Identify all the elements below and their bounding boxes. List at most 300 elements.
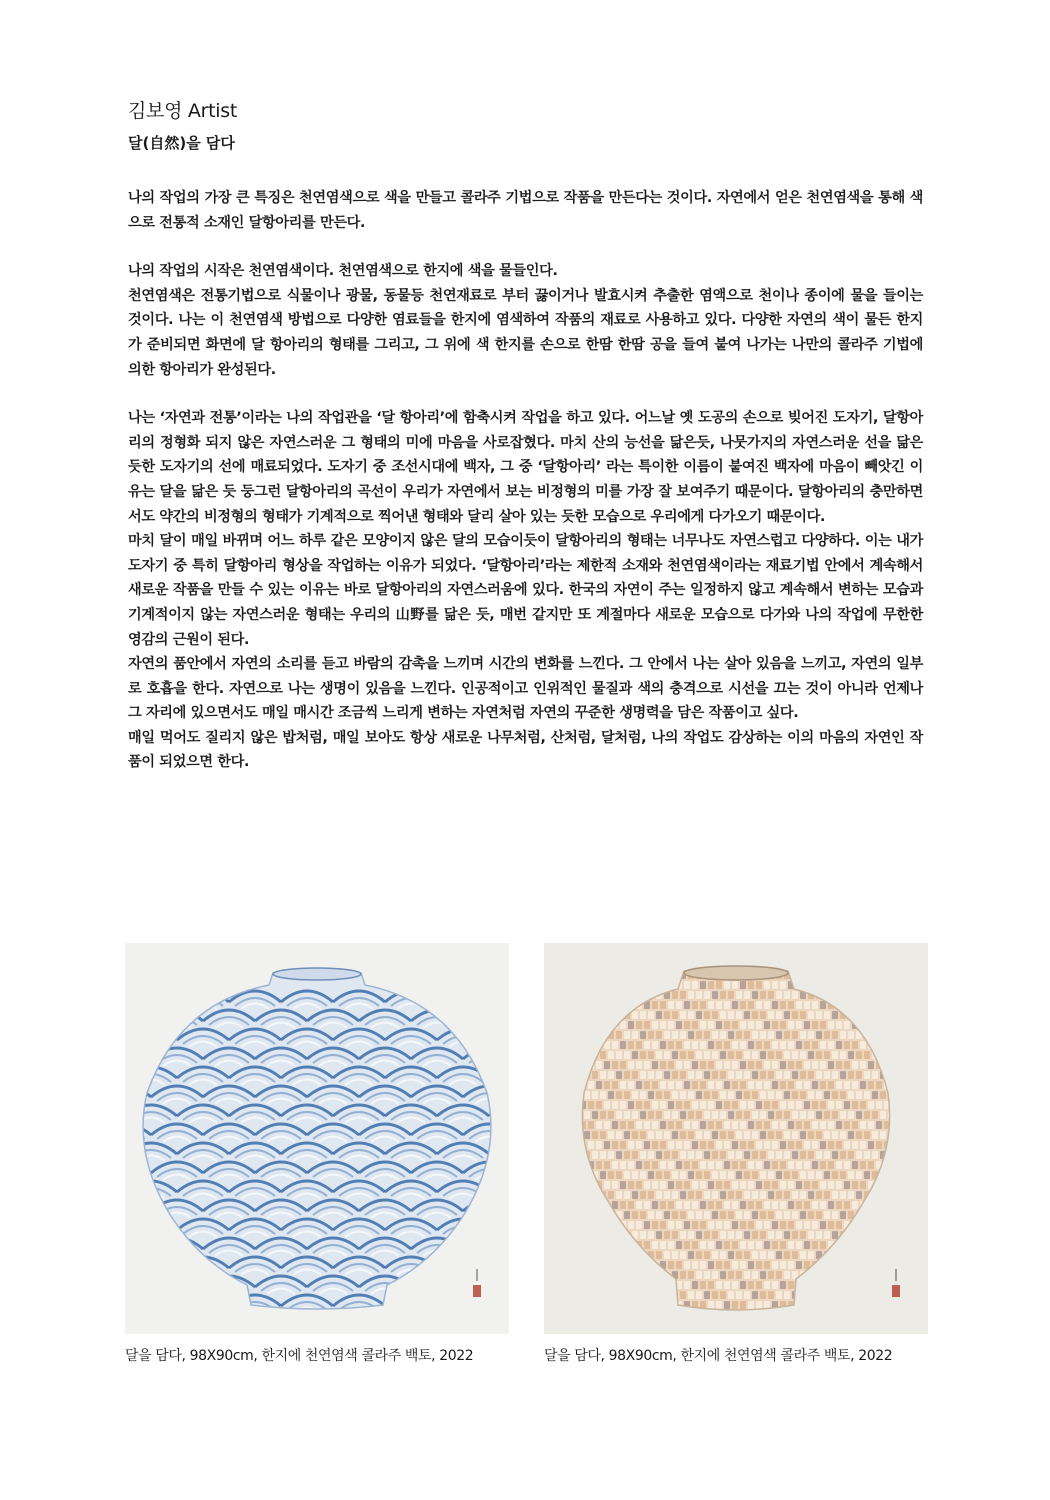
paper-strip (772, 1141, 778, 1149)
paper-strip (596, 1001, 602, 1009)
paper-strip (544, 1051, 550, 1059)
paper-strip (628, 1221, 634, 1229)
paper-strip (848, 1291, 854, 1299)
paper-strip (876, 1241, 882, 1249)
paper-strip (728, 1231, 734, 1239)
paper-strip (748, 1021, 754, 1029)
paper-strip (920, 1051, 926, 1059)
paper-strip (616, 1151, 622, 1159)
paper-strip (584, 1051, 590, 1059)
paper-strip (700, 1041, 706, 1049)
paper-strip (864, 1011, 870, 1019)
moon-jar-illustration (544, 943, 928, 1334)
paper-strip (828, 1221, 834, 1229)
paper-strip (748, 1081, 754, 1089)
paper-strip (776, 1131, 782, 1139)
wave-stroke (391, 1302, 431, 1310)
wave-stroke (489, 1029, 509, 1040)
paper-strip (632, 1171, 638, 1179)
paper-strip (904, 1111, 910, 1119)
paper-strip (664, 1091, 670, 1099)
paper-strip (780, 1201, 786, 1209)
paper-strip (580, 1241, 586, 1249)
paper-strip (660, 1041, 666, 1049)
paper-strip (576, 971, 582, 979)
paper-strip (728, 1071, 734, 1079)
paper-strip (772, 1121, 778, 1129)
paper-strip (740, 1261, 746, 1269)
paper-strip (896, 991, 902, 999)
paper-strip (596, 1241, 602, 1249)
paper-strip (888, 991, 894, 999)
paper-strip (756, 1201, 762, 1209)
paper-strip (684, 1041, 690, 1049)
paper-strip (824, 1091, 830, 1099)
paper-strip (632, 1271, 638, 1279)
paper-strip (624, 1151, 630, 1159)
paper-strip (800, 971, 806, 979)
paper-strip (572, 1261, 578, 1269)
paper-strip (676, 1261, 682, 1269)
paper-strip (600, 1171, 606, 1179)
paper-strip (568, 1191, 574, 1199)
paper-strip (840, 1151, 846, 1159)
paper-strip (584, 1251, 590, 1259)
paper-strip (668, 1061, 674, 1069)
paper-strip (728, 1291, 734, 1299)
paper-strip (628, 1021, 634, 1029)
paper-strip (880, 1251, 886, 1259)
paper-strip (828, 1281, 834, 1289)
paper-strip (604, 1301, 610, 1309)
paper-strip (636, 1021, 642, 1029)
paper-strip (568, 1011, 574, 1019)
paper-strip (720, 1211, 726, 1219)
statement-paragraph-1: 나의 작업의 가장 큰 특징은 천연염색으로 색을 만들고 콜라주 기법으로 작품을 만든다는 것이다. 자연에서 얻은 천연염색을 통해 색으로 전통적 소재인 달항아리를 만든다. (128, 190, 923, 231)
paper-strip (740, 1001, 746, 1009)
paper-strip (640, 1171, 646, 1179)
paper-strip (832, 1131, 838, 1139)
paper-strip (588, 1041, 594, 1049)
paper-strip (724, 1181, 730, 1189)
paper-strip (708, 981, 714, 989)
paper-strip (576, 1211, 582, 1219)
paper-strip (656, 1131, 662, 1139)
paper-strip (752, 1171, 758, 1179)
paper-strip (848, 1071, 854, 1079)
paper-strip (820, 981, 826, 989)
paper-strip (792, 1051, 798, 1059)
paper-strip (872, 1211, 878, 1219)
paper-strip (812, 1241, 818, 1249)
paper-strip (584, 991, 590, 999)
paper-strip (548, 1201, 554, 1209)
paper-strip (604, 1081, 610, 1089)
paper-strip (912, 971, 918, 979)
paper-strip (800, 1171, 806, 1179)
paper-strip (652, 1081, 658, 1089)
paper-strip (896, 971, 902, 979)
paper-strip (900, 1101, 906, 1109)
paper-strip (800, 1131, 806, 1139)
paper-strip (696, 1171, 702, 1179)
paper-strip (608, 1091, 614, 1099)
paper-strip (772, 981, 778, 989)
paper-strip (732, 1121, 738, 1129)
paper-strip (756, 1121, 762, 1129)
paper-strip (800, 1291, 806, 1299)
paper-strip (552, 1131, 558, 1139)
paper-strip (568, 1051, 574, 1059)
paper-strip (576, 1251, 582, 1259)
paper-strip (644, 1301, 650, 1309)
wave-stroke (125, 1257, 177, 1268)
paper-strip (776, 1011, 782, 1019)
paper-strip (920, 1091, 926, 1099)
paper-strip (860, 1121, 866, 1129)
paper-strip (884, 1281, 890, 1289)
paper-strip (688, 1211, 694, 1219)
paper-strip (572, 981, 578, 989)
paper-strip (744, 1011, 750, 1019)
paper-strip (868, 1141, 874, 1149)
paper-strip (724, 1221, 730, 1229)
paper-strip (892, 1261, 898, 1269)
paper-strip (732, 1001, 738, 1009)
paper-strip (592, 1071, 598, 1079)
paper-strip (828, 1101, 834, 1109)
paper-strip (840, 1211, 846, 1219)
paper-strip (720, 1171, 726, 1179)
paper-strip (556, 981, 562, 989)
paper-strip (704, 1131, 710, 1139)
paper-strip (648, 971, 654, 979)
paper-strip (820, 1201, 826, 1209)
paper-strip (860, 1041, 866, 1049)
paper-strip (768, 1091, 774, 1099)
paper-strip (832, 1011, 838, 1019)
paper-strip (808, 1091, 814, 1099)
paper-strip (544, 1231, 550, 1239)
wave-stroke (131, 998, 171, 1006)
paper-strip (792, 1111, 798, 1119)
paper-strip (768, 1271, 774, 1279)
paper-strip (804, 1101, 810, 1109)
paper-strip (580, 1001, 586, 1009)
paper-strip (776, 1171, 782, 1179)
paper-strip (816, 1231, 822, 1239)
paper-strip (832, 1211, 838, 1219)
paper-strip (676, 1141, 682, 1149)
paper-strip (756, 1181, 762, 1189)
paper-strip (892, 1021, 898, 1029)
artwork-image-blue-moon-jar (125, 943, 509, 1334)
paper-strip (764, 1041, 770, 1049)
paper-strip (612, 1141, 618, 1149)
paper-strip (692, 1141, 698, 1149)
paper-strip (872, 971, 878, 979)
paper-strip (680, 1031, 686, 1039)
paper-strip (828, 1021, 834, 1029)
paper-strip (692, 1161, 698, 1169)
paper-strip (752, 1151, 758, 1159)
wave-stroke (137, 1004, 165, 1010)
paper-strip (656, 1051, 662, 1059)
paper-strip (680, 991, 686, 999)
paper-strip (720, 1111, 726, 1119)
paper-strip (780, 1301, 786, 1309)
paper-strip (716, 1101, 722, 1109)
paper-strip (596, 1221, 602, 1229)
paper-strip (768, 1171, 774, 1179)
paper-strip (832, 1171, 838, 1179)
paper-strip (900, 1281, 906, 1289)
paper-strip (556, 1061, 562, 1069)
paper-strip (784, 1231, 790, 1239)
paper-strip (600, 1291, 606, 1299)
paper-strip (880, 1231, 886, 1239)
paper-strip (848, 1111, 854, 1119)
paper-strip (600, 1271, 606, 1279)
paper-strip (720, 1051, 726, 1059)
paper-strip (784, 1071, 790, 1079)
paper-strip (920, 971, 926, 979)
paper-strip (620, 1001, 626, 1009)
statement-paragraph-6: 자연의 품안에서 자연의 소리를 듣고 바람의 감촉을 느끼며 시간의 변화를 느낀다. 그 안에서 나는 살아 있음을 느끼고, 자연의 일부로 호흡을 한다. 자연으로 나는 생명이 있음을 느낀다. 인공적이고 인위적인 물질과 색의 충격으로 시선을 끄는 것이 아니라 언제나 그 자리에 있으면서도 매일 매시간 조금씩 느리게 변하는 자연처럼 자연의 꾸준한 생명력을 담은 작품이고 싶다. (128, 656, 923, 722)
paper-strip (652, 1141, 658, 1149)
artwork-caption: 달을 담다, 98X90cm, 한지에 천연염색 콜라주 백토, 2022 (544, 1348, 893, 1364)
paper-strip (916, 1061, 922, 1069)
paper-strip (568, 1271, 574, 1279)
paper-strip (568, 991, 574, 999)
paper-strip (684, 1281, 690, 1289)
paper-strip (608, 971, 614, 979)
paper-strip (632, 1251, 638, 1259)
paper-strip (780, 1041, 786, 1049)
paper-strip (772, 1061, 778, 1069)
paper-strip (708, 1001, 714, 1009)
paper-strip (816, 1011, 822, 1019)
paper-strip (696, 1211, 702, 1219)
paper-strip (764, 1261, 770, 1269)
paper-strip (888, 1171, 894, 1179)
paper-strip (832, 1031, 838, 1039)
paper-strip (800, 1051, 806, 1059)
paper-strip (776, 1291, 782, 1299)
paper-strip (644, 1041, 650, 1049)
paper-strip (924, 1061, 928, 1069)
paper-strip (728, 1191, 734, 1199)
paper-strip (568, 1171, 574, 1179)
paper-strip (760, 1251, 766, 1259)
paper-strip (780, 1221, 786, 1229)
paper-strip (696, 1271, 702, 1279)
paper-strip (836, 1021, 842, 1029)
paper-strip (840, 971, 846, 979)
paper-strip (560, 1031, 566, 1039)
paper-strip (544, 1211, 550, 1219)
paper-strip (652, 1101, 658, 1109)
paper-strip (808, 1151, 814, 1159)
paper-strip (692, 1101, 698, 1109)
wave-stroke (501, 1080, 509, 1086)
paper-strip (656, 1171, 662, 1179)
wave-stroke (495, 1264, 509, 1272)
paper-strip (556, 1121, 562, 1129)
paper-strip (852, 1221, 858, 1229)
paper-strip (864, 1171, 870, 1179)
paper-strip (756, 1001, 762, 1009)
paper-strip (812, 1101, 818, 1109)
paper-strip (724, 1201, 730, 1209)
paper-strip (664, 1071, 670, 1079)
paper-strip (560, 1151, 566, 1159)
paper-strip (620, 1141, 626, 1149)
paper-strip (860, 1141, 866, 1149)
paper-strip (820, 1301, 826, 1309)
paper-strip (792, 1131, 798, 1139)
wave-stroke (495, 1302, 509, 1310)
paper-strip (824, 1011, 830, 1019)
paper-strip (760, 1071, 766, 1079)
paper-strip (816, 1191, 822, 1199)
paper-strip (544, 1091, 550, 1099)
wave-stroke (183, 1302, 223, 1310)
jar-mouth (684, 966, 788, 980)
paper-strip (604, 1161, 610, 1169)
paper-strip (644, 1241, 650, 1249)
paper-strip (824, 1211, 830, 1219)
paper-strip (764, 1221, 770, 1229)
paper-strip (672, 1231, 678, 1239)
wave-stroke (463, 1238, 509, 1249)
paper-strip (768, 1051, 774, 1059)
paper-strip (788, 1101, 794, 1109)
paper-strip (816, 1051, 822, 1059)
wave-stroke (501, 1232, 509, 1238)
paper-strip (572, 1181, 578, 1189)
paper-strip (736, 991, 742, 999)
paper-strip (664, 971, 670, 979)
paper-strip (632, 991, 638, 999)
paper-strip (824, 1151, 830, 1159)
paper-strip (616, 1271, 622, 1279)
paper-strip (872, 1111, 878, 1119)
paper-strip (672, 1211, 678, 1219)
paper-strip (568, 1071, 574, 1079)
wave-stroke (125, 1137, 139, 1143)
paper-strip (776, 1031, 782, 1039)
paper-strip (920, 1251, 926, 1259)
paper-strip (616, 1111, 622, 1119)
paper-strip (728, 1131, 734, 1139)
paper-strip (868, 1301, 874, 1309)
paper-strip (920, 1291, 926, 1299)
paper-strip (916, 1181, 922, 1189)
paper-strip (568, 1251, 574, 1259)
paper-strip (904, 1211, 910, 1219)
paper-strip (784, 1291, 790, 1299)
paper-strip (616, 1291, 622, 1299)
paper-strip (696, 1011, 702, 1019)
wave-stroke (449, 1232, 477, 1238)
paper-strip (896, 1091, 902, 1099)
paper-strip (604, 981, 610, 989)
paper-strip (732, 1221, 738, 1229)
paper-strip (780, 1261, 786, 1269)
paper-strip (804, 1181, 810, 1189)
paper-strip (692, 1241, 698, 1249)
paper-strip (796, 1181, 802, 1189)
wave-stroke (157, 1245, 197, 1253)
paper-strip (700, 1161, 706, 1169)
paper-strip (880, 1211, 886, 1219)
paper-strip (904, 971, 910, 979)
paper-strip (636, 1101, 642, 1109)
paper-strip (732, 1301, 738, 1309)
paper-strip (772, 1161, 778, 1169)
paper-strip (720, 1251, 726, 1259)
paper-strip (600, 1071, 606, 1079)
paper-strip (764, 1081, 770, 1089)
paper-strip (712, 1251, 718, 1259)
paper-strip (624, 1171, 630, 1179)
paper-strip (548, 1061, 554, 1069)
paper-strip (888, 1151, 894, 1159)
paper-strip (576, 1071, 582, 1079)
paper-strip (708, 1081, 714, 1089)
paper-strip (764, 1281, 770, 1289)
paper-strip (856, 1251, 862, 1259)
paper-strip (552, 1091, 558, 1099)
paper-strip (880, 1291, 886, 1299)
paper-strip (644, 1141, 650, 1149)
paper-strip (584, 1111, 590, 1119)
paper-strip (836, 1201, 842, 1209)
paper-strip (876, 1021, 882, 1029)
paper-strip (756, 1061, 762, 1069)
paper-strip (592, 1291, 598, 1299)
paper-strip (788, 1041, 794, 1049)
paper-strip (564, 1121, 570, 1129)
paper-strip (816, 1151, 822, 1159)
paper-strip (920, 1071, 926, 1079)
paper-strip (672, 1151, 678, 1159)
paper-strip (880, 1091, 886, 1099)
paper-strip (920, 1231, 926, 1239)
paper-strip (664, 1191, 670, 1199)
paper-strip (820, 1041, 826, 1049)
paper-strip (764, 1101, 770, 1109)
paper-strip (848, 1091, 854, 1099)
paper-strip (600, 1251, 606, 1259)
paper-strip (652, 1061, 658, 1069)
paper-strip (892, 1241, 898, 1249)
paper-strip (772, 1001, 778, 1009)
paper-strip (840, 1091, 846, 1099)
paper-strip (752, 1091, 758, 1099)
paper-strip (580, 1041, 586, 1049)
paper-strip (732, 1021, 738, 1029)
paper-strip (696, 1051, 702, 1059)
paper-strip (852, 1281, 858, 1289)
paper-strip (752, 1191, 758, 1199)
paper-strip (900, 1021, 906, 1029)
paper-strip (816, 1291, 822, 1299)
wave-stroke (443, 1302, 483, 1310)
paper-strip (628, 1201, 634, 1209)
paper-strip (636, 1181, 642, 1189)
